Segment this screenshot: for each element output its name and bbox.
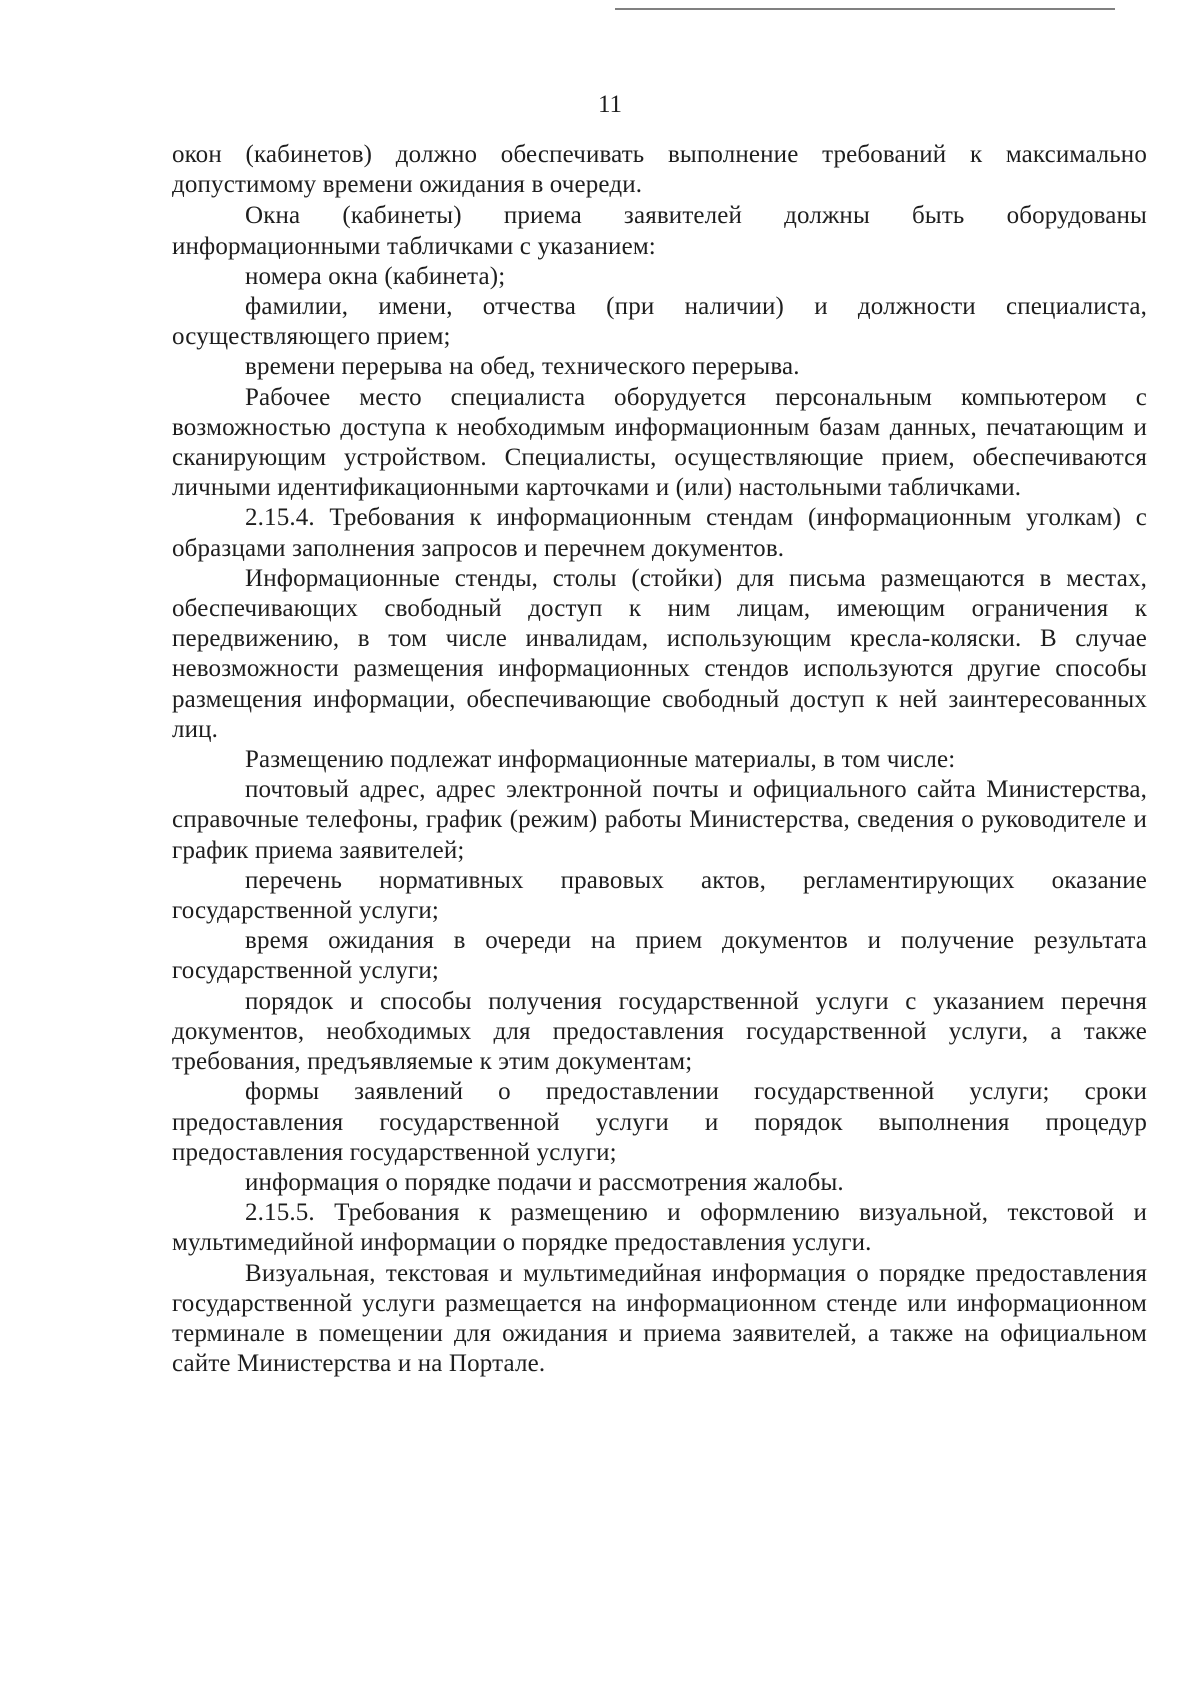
paragraph-windows-equipment: Окна (кабинеты) приема заявителей должны быть оборудованы информационными табличками с указанием: [172,202,1147,260]
section-heading-2-15-5: 2.15.5. Требования к размещению и оформлению визуальной, текстовой и мультимедийной информации о порядке предоставления услуги. [172,1199,1147,1257]
list-item-window-number: номера окна (кабинета); [245,262,506,290]
list-item-complaints: информация о порядке подачи и рассмотрения жалобы. [245,1168,844,1196]
list-item-waiting-time: время ожидания в очереди на прием документов и получение результата государственной услуги; [172,927,1147,985]
list-item-forms: формы заявлений о предоставлении государственной услуги; сроки предоставления государственной услуги и порядок выполнения процедур предоставления государственной услуги; [172,1078,1147,1166]
document-body [172,140,1147,1379]
list-item-address: почтовый адрес, адрес электронной почты и официального сайта Министерства, справочные телефоны, график (режим) работы Министерства, сведения о руководителе и график приема заявителей; [172,776,1147,864]
section-heading-2-15-4: 2.15.4. Требования к информационным стендам (информационным уголкам) с образцами заполнения запросов и перечнем документов. [172,504,1147,562]
page-number: 11 [597,91,623,118]
list-item-procedure: порядок и способы получения государственной услуги с указанием перечня документов, необходимых для предоставления государственной услуги, а также требования, предъявляемые к этим документам; [172,987,1147,1076]
paragraph-materials-intro: Размещению подлежат информационные материалы, в том числе: [245,746,956,774]
paragraph-continuation: окон (кабинетов) должно обеспечивать выполнение требований к максимально допустимому времени ожидания в очереди. [172,141,1147,199]
paragraph-visual-info: Визуальная, текстовая и мультимедийная информация о порядке предоставления государственной услуги размещается на информационном стенде или информационном терминале в помещении для ожидания и приема заявителей, а также на официальном сайте Министерства и на Портале. [172,1259,1147,1378]
top-border-line [615,8,1115,10]
list-item-break-time: времени перерыва на обед, технического перерыва. [245,353,800,381]
list-item-legal-acts: перечень нормативных правовых актов, регламентирующих оказание государственной услуги; [172,866,1147,925]
paragraph-workplace: Рабочее место специалиста оборудуется персональным компьютером с возможностью доступа к необходимым информационным базам данных, печатающим и сканирующим устройством. Специалисты, осуществляющие прием, обеспечиваются личными идентификационными карточками и (или) настольными табличками. [172,383,1147,502]
paragraph-info-stands: Информационные стенды, столы (стойки) для письма размещаются в местах, обеспечивающих свободный доступ к ним лицам, имеющим ограничения к передвижению, в том числе инвалидам, использующим кресла-коляски. В случае невозможности размещения информационных стендов используются другие способы размещения информации, обеспечивающие свободный доступ к ней заинтересованных лиц. [172,564,1147,743]
list-item-specialist-name: фамилии, имени, отчества (при наличии) и должности специалиста, осуществляющего прием; [172,293,1147,351]
